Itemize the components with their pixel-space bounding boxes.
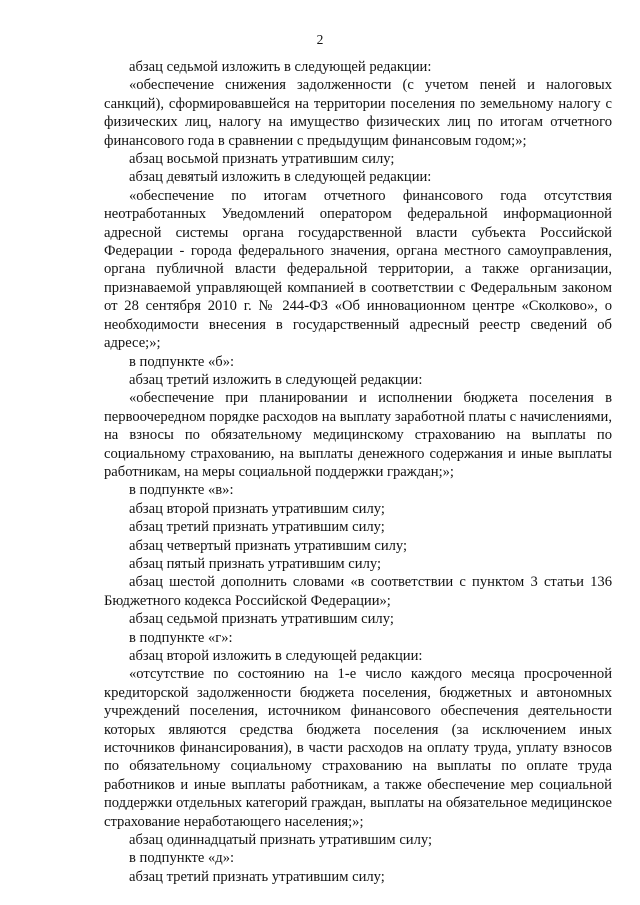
- paragraph: в подпункте «в»:: [129, 482, 234, 499]
- document-body: [104, 58, 612, 886]
- paragraph: в подпункте «г»:: [129, 629, 233, 646]
- paragraph: абзац седьмой изложить в следующей редакции:: [129, 59, 432, 75]
- paragraph: абзац третий изложить в следующей редакции:: [129, 371, 423, 388]
- paragraph: абзац шестой дополнить словами «в соответствии с пунктом 3 статьи 136 Бюджетного кодекса Российской Федерации»;: [104, 574, 612, 609]
- paragraph: «обеспечение снижения задолженности (с учетом пеней и налоговых санкций), сформировавшейся на территории поселения по земельному налогу с физических лиц, налогу на имущество физических лиц по итогам отчетного финансового года в сравнении с предыдущим финансовым годом;»;: [104, 77, 612, 149]
- paragraph: абзац третий признать утратившим силу;: [129, 868, 385, 885]
- paragraph: абзац третий признать утратившим силу;: [129, 519, 385, 536]
- page-number: 2: [316, 32, 324, 47]
- paragraph: абзац второй признать утратившим силу;: [129, 500, 385, 517]
- paragraph: абзац седьмой признать утратившим силу;: [129, 611, 394, 628]
- paragraph: абзац второй изложить в следующей редакции:: [129, 648, 423, 664]
- paragraph: «обеспечение при планировании и исполнении бюджета поселения в первоочередном порядке расходов на выплату заработной платы с начислениями, на взносы по обязательному медицинскому страхованию на выплаты по социальному страхованию, на выплаты денежного содержания и иные выплаты работникам, на меры социальной поддержки граждан;»;: [104, 390, 612, 480]
- paragraph: абзац пятый признать утратившим силу;: [129, 555, 382, 572]
- paragraph: в подпункте «б»:: [129, 353, 235, 370]
- paragraph: абзац четвертый признать утратившим силу;: [129, 537, 408, 554]
- paragraph: «отсутствие по состоянию на 1-е число каждого месяца просроченной кредиторской задолженности бюджета поселения, бюджетных и автономных учреждений поселения, источником финансового обеспечения деятельности которых являются средства бюджета поселения (за исключением иных источников финансирования), в части расходов на оплату труда, уплату взносов по обязательному социальному страхованию на выплаты по оплате труда работников и иные выплаты работникам, а также обеспечение мер социальной поддержки отдельных категорий граждан, выплаты на обязательное медицинское страхование неработающего населения;»;: [104, 666, 612, 830]
- paragraph: в подпункте «д»:: [129, 850, 235, 867]
- paragraph: абзац девятый изложить в следующей редакции:: [129, 169, 432, 186]
- paragraph: «обеспечение по итогам отчетного финансового года отсутствия неотработанных Уведомлений оператором федеральной информационной адресной системы органа государственной власти субъекта Российской Федерации - города федерального значения, органа местного самоуправления, органа публичной власти федеральной территории, а также организации, признаваемой управляющей компанией в соответствии с Федеральным законом от 28 сентября 2010 г. № 244-ФЗ «Об инновационном центре «Сколково», о необходимости внесения в государственный адресный реестр сведений об адресе;»;: [104, 187, 612, 352]
- paragraph: абзац восьмой признать утратившим силу;: [129, 151, 395, 168]
- paragraph: абзац одиннадцатый признать утратившим силу;: [129, 832, 433, 849]
